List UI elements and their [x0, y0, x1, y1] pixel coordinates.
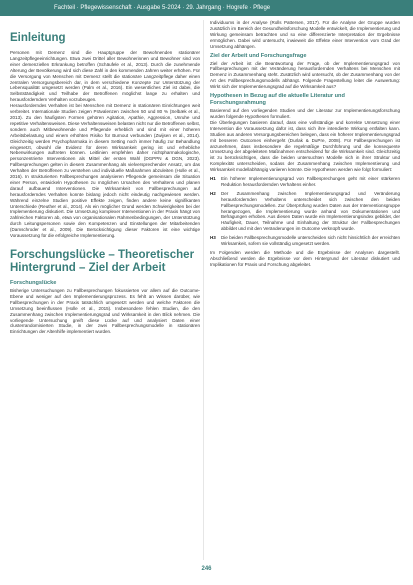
- hypothesis-label: H1: [210, 176, 216, 182]
- hypotheses-heading: Hypothesen in Bezug auf die aktuelle Literatur und Forschungsrahmung: [210, 93, 345, 107]
- hypothesis-label: H3: [210, 235, 216, 241]
- hypotheses-paragraph-2: Die Überlegungen basieren darauf, dass eine vollständige und korrekte Umsetzung einer Intervention die Voraussetzung dafür ist, dass sich ihre intendierte Wirkung entfalten kann. Studien aus anderen Versorgungsbereichen belegen, dass ein höherer Implementierungsgrad mit besseren Outcomes einhergeht (Durlak & DuPre, 2008). Für Fallbesprechungen ist anzunehmen, dass insbesondere die regelmäßige Durchführung und die konsequente Umsetzung der abgeleiteten Maßnahmen entscheidend für die Wirksamkeit sind. Gleichzeitig ist zu berücksichtigen, dass die beiden untersuchten Modelle sich in ihrer Struktur und Komplexität unterscheiden, sodass der Zusammenhang zwischen Implementierung und Wirksamkeit modellabhängig variieren könnte. Die Hypothesen werden wie folgt formuliert:: [210, 119, 400, 173]
- intro-heading: Einleitung: [10, 32, 66, 44]
- running-header-text: Fachteil · Pflegewissenschaft · Ausgabe 5-2024 · 29. Jahrgang · Hogrefe · Pflege: [54, 5, 271, 11]
- page-number: 246: [201, 566, 212, 572]
- right-top-paragraph: Individuums in der Analyse (Rolls Pattersen, 2017). Für die Analyse der Gruppe wurden zusätzlich im Bereich der Gesundheitsforschung Modelle entwickelt, die Implementierung und Wirkung gemeinsam betrachten und so eine differenzierte Interpretation der Ergebnisse ermöglichen. Dabei wird untersucht, inwieweit die Effekte einer Intervention vom Grad der Umsetzung abhängen.: [210, 20, 400, 49]
- gap-heading: Forschungslücke – Theoretischer Hintergrund – Ziel der Arbeit: [10, 249, 195, 274]
- intro-paragraph-1: Personen mit Demenz sind die Hauptgruppe der Bewohnenden stationärer Langzeitpflegeeinrichtungen. Etwa zwei Drittel aller Bewohnerinnen und Bewohner sind von einer demenziellen Erkrankung betroffen (Schäufele et al., 2013). Durch die zunehmende Alterung der Bevölkerung wird sich diese Zahl in den kommenden Jahren weiter erhöhen. Für die Versorgung von Menschen mit Demenz stellt die stationäre Langzeitpflege daher einen zentralen Versorgungsbereich dar, in dem verschiedene Konzepte zur Unterstützung der Lebensqualität umgesetzt werden (Palm et al., 2016). Ein wesentliches Ziel ist dabei, die Selbstständigkeit und Teilhabe der Betroffenen möglichst lange zu erhalten und herausforderndem Verhalten vorzubeugen.: [10, 50, 200, 103]
- aim-heading: Ziel der Arbeit und Forschungsfrage: [210, 52, 307, 59]
- gap-paragraph: Bisherige Untersuchungen zu Fallbesprechungen fokussierten vor allem auf die Outcome-Ebene und weniger auf den Implementierungsprozess. Es fehlt an Wissen darüber, wie Fallbesprechungen in der Praxis tatsächlich umgesetzt werden und welche Faktoren die Umsetzung beeinflussen (Holle et al., 2015). Insbesondere fehlen Studien, die den Zusammenhang zwischen Implementierungsgrad und Wirksamkeit in den Blick nehmen. Die vorliegende Untersuchung greift diese Lücke auf und analysiert Daten einer clusterrandomisierten Studie, in der zwei Fallbesprechungsmodelle in stationären Einrichtungen der Altenhilfe implementiert wurden.: [10, 288, 200, 335]
- hypothesis-h1: [210, 176, 400, 188]
- hypotheses-paragraph-1: Basierend auf den vorliegenden Studien und der Literatur zur Implementierungsforschung wurden folgende Hypothesen formuliert.: [210, 108, 400, 119]
- hypothesis-text: Der Zusammenhang zwischen Implementierungsgrad und Veränderung herausfordernden Verhaltens unterscheidet sich zwischen den beiden Fallbesprechungsmodellen. Zur Überprüfung wurden Daten aus der Interventionsgruppe herangezogen, die Implementierung wurde anhand von Dokumentationen und Befragungen erhoben. Aus diesen Daten wurde ein Implementierungsindex gebildet, der Häufigkeit, Dauer, Teilnahme und Einhaltung der Struktur der Fallbesprechungen abbildet und mit den Veränderungen im Outcome verknüpft wurde.: [221, 190, 400, 232]
- hypothesis-h2: [210, 191, 400, 232]
- hypothesis-text: Ein höherer Implementierungsgrad von Fallbesprechungen geht mit einer stärkeren Reduktion herausfordernden Verhaltens einher.: [221, 176, 400, 187]
- right-column: [210, 20, 400, 268]
- closing-paragraph: Im Folgenden werden die Methode und die Ergebnisse der Analysen dargestellt. Abschließend werden die Ergebnisse vor dem Hintergrund der Literatur diskutiert und Implikationen für Praxis und Forschung abgeleitet.: [210, 250, 400, 267]
- column-divider: [203, 20, 204, 560]
- intro-paragraph-2: Herausforderndes Verhalten ist bei Menschen mit Demenz in stationären Einrichtungen weit verbreitet. Internationale Studien zeigen Prävalenzen zwischen 50 und 80 % (Selbæk et al., 2013). Zu den häufigsten Formen gehören Agitation, Apathie, Aggression, Unruhe und repetitive Verhaltensweisen. Diese Verhaltensweisen belasten nicht nur die Betroffenen selbst, sondern auch Mitbewohnende und Pflegende erheblich und sind mit einer höheren Arbeitsbelastung und einem erhöhten Risiko für Burnout verbunden (Zwijsen et al., 2014). Gleichzeitig werden Psychopharmaka in diesem Setting noch immer häufig zur Behandlung eingesetzt, obwohl die Evidenz für deren Wirksamkeit gering ist und erhebliche Nebenwirkungen auftreten können. Leitlinien empfehlen daher nichtpharmakologische, personzentrierte Interventionen als Mittel der ersten Wahl (DGPPN & DGN, 2023). Fallbesprechungen gelten in diesem Zusammenhang als vielversprechender Ansatz, um das Verhalten der Betroffenen zu verstehen und individuelle Maßnahmen abzuleiten (Holle et al., 2016). In strukturierten Fallbesprechungen analysieren Pflegende gemeinsam die Situation einer Person, entwickeln Hypothesen zu möglichen Ursachen des Verhaltens und planen darauf aufbauend Interventionen. Die Wirksamkeit von Fallbesprechungen auf herausforderndes Verhalten konnte bislang jedoch nicht eindeutig nachgewiesen werden. Während einzelne Studien positive Effekte zeigen, finden andere keine signifikanten Unterschiede (Reuther et al., 2014). Als ein möglicher Grund werden Schwierigkeiten bei der Implementierung diskutiert. Die Umsetzung komplexer Interventionen in der Praxis hängt von zahlreichen Faktoren ab, etwa von organisationalen Rahmenbedingungen, der Unterstützung durch Leitungspersonen sowie den Kompetenzen und Einstellungen der Mitarbeitenden (Damschroder et al., 2009). Die Berücksichtigung dieser Faktoren ist eine wichtige Voraussetzung für die erfolgreiche Implementierung.: [10, 103, 200, 239]
- hypothesis-h3: [210, 235, 400, 247]
- hypothesis-text: Die beiden Fallbesprechungsmodelle unterscheiden sich nicht hinsichtlich der erreichten Wirksamkeit, sofern sie vollständig umgesetzt werden.: [221, 235, 400, 247]
- hypothesis-label: H2: [210, 190, 216, 196]
- gap-subheading: Forschungslücke: [10, 280, 57, 286]
- left-column: [10, 32, 200, 335]
- aim-paragraph: Ziel der Arbeit ist die Beantwortung der Frage, ob der Implementierungsgrad von Fallbesprechungen mit der Veränderung herausfordernden Verhaltens bei Menschen mit Demenz in Zusammenhang steht. Zusätzlich wird untersucht, ob der Zusammenhang von der Art des Fallbesprechungsmodells abhängt. Folgende Fragestellung leitet die Auswertung: Wirkt sich der Implementierungsgrad auf die Wirksamkeit aus?: [210, 60, 400, 90]
- running-header: [0, 0, 413, 16]
